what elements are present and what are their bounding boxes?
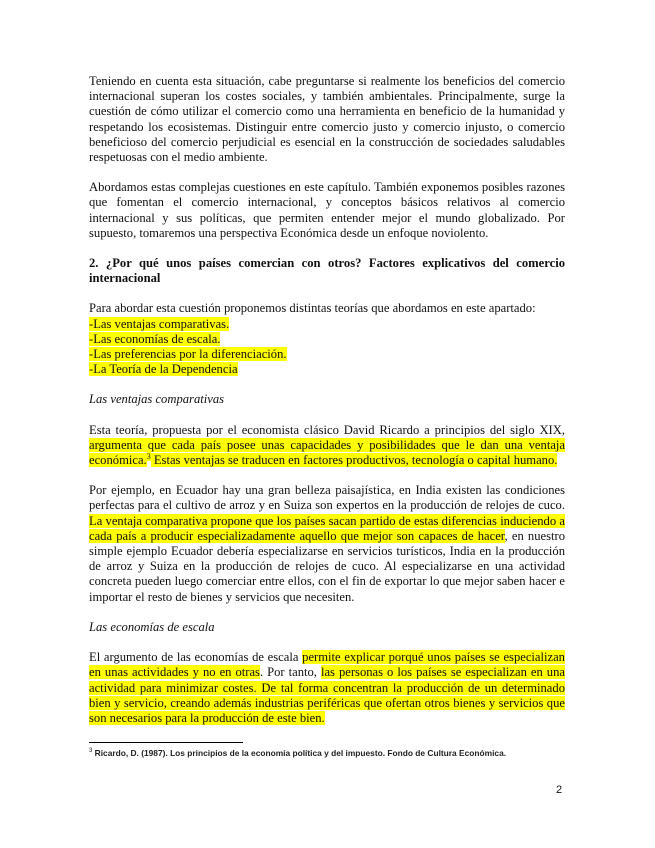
footnote-ref: 3	[146, 451, 151, 461]
paragraph-comparative-2: Por ejemplo, en Ecuador hay una gran belleza paisajística, en India existen las condiciones perfectas para el cultivo de arroz y en Suiza son expertos en la producción de relojes de cuco. La ventaja comparativa propone que los países sacan partido de estas diferencias induciendo a cada país a producir especializadamente aquello que mejor son capaces de hacer, en nuestro simple ejemplo Ecuador debería especializarse en servicios turísticos, India en la producción de arroz y Suiza en la producción de relojes de cuco. Al especializarse en una actividad concreta pueden luego comerciar entre ellos, con el fin de exportar lo que mejor saben hacer e importar el resto de bienes y servicios que necesiten.	[89, 483, 566, 604]
footnote-divider	[89, 742, 243, 743]
theories-list	[89, 317, 565, 378]
footnote: $^3$ Ricardo, D. (1987). Los principios de la economía política y del impuesto. Fondo de Cultura Económica.	[89, 748, 507, 758]
section-heading: 2. ¿Por qué unos países comercian con otros? Factores explicativos del comercio internacional	[89, 256, 565, 286]
list-item: -Las preferencias por la diferenciación.	[89, 347, 287, 362]
list-item: -Las ventajas comparativas.	[89, 316, 230, 331]
subsection-title-comparative: Las ventajas comparativas	[89, 392, 225, 407]
paragraph-2: Abordamos estas complejas cuestiones en este capítulo. También exponemos posibles razones que fomentan el comercio internacional, y conceptos básicos relativos al comercio internacional y sus políticas, que permiten entender mejor el mundo globalizado. Por supuesto, tomaremos una perspectiva Económica desde un enfoque noviolento.	[89, 180, 565, 240]
paragraph-comparative-1: Esta teoría, propuesta por el economista clásico David Ricardo a principios del siglo XIX, argumenta que cada país posee unas capacidades y posibilidades que le dan una ventaja económica.$^3$ Estas ventajas se traducen en factores productivos, tecnología o capital humano.	[89, 422, 565, 468]
list-item: -Las economías de escala.	[89, 331, 221, 346]
paragraph-scale-1: El argumento de las economías de escala permite explicar porqué unos países se especializan en unas actividades y no en otras. Por tanto, las personas o los países se especializan en una actividad para minimizar costes. De tal forma concentran la producción de un determinado bien y servicio, creando además industrias periféricas que ofertan otros bienes y servicios que son necesarios para la producción de este bien.	[89, 650, 565, 725]
list-item: -La Teoría de la Dependencia	[89, 362, 238, 377]
theories-intro: Para abordar esta cuestión proponemos distintas teorías que abordamos en este apartado:	[89, 301, 536, 316]
subsection-title-scale: Las economías de escala	[89, 619, 215, 634]
page-body	[89, 74, 565, 726]
page-number: 2	[556, 784, 563, 796]
paragraph-1: Teniendo en cuenta esta situación, cabe preguntarse si realmente los beneficios del comercio internacional superan los costes sociales, y también ambientales. Principalmente, surge la cuestión de cómo utilizar el comercio como una herramienta en beneficio de la humanidad y respetando los ecosistemas. Distinguir entre comercio justo y comercio injusto, o comercio beneficioso del comercio perjudicial es esencial en la construcción de sociedades saludables respetuosas con el medio ambiente.	[89, 74, 565, 165]
